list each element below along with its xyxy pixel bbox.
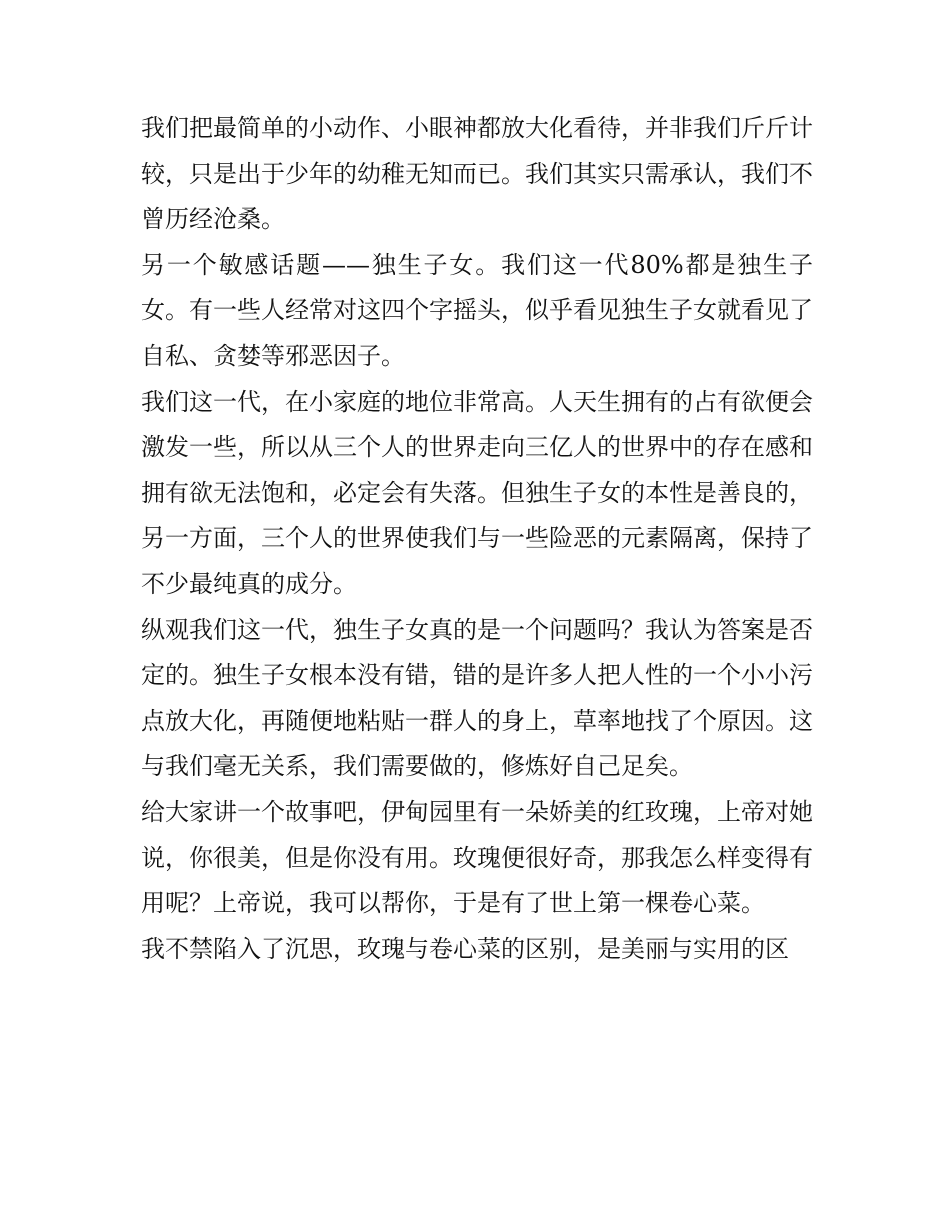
document-body (141, 106, 813, 972)
paragraph: 纵观我们这一代，独生子女真的是一个问题吗？我认为答案是否定的。独生子女根本没有错，错的是许多人把人性的一个小小污点放大化，再随便地粘贴一群人的身上，草率地找了个原因。这与我们毫无关系，我们需要做的，修炼好自己足矣。 (141, 615, 813, 781)
paragraph: 我不禁陷入了沉思，玫瑰与卷心菜的区别，是美丽与实用的区 (141, 934, 789, 963)
paragraph: 给大家讲一个故事吧，伊甸园里有一朵娇美的红玫瑰，上帝对她说，你很美，但是你没有用。玫瑰便很好奇，那我怎么样变得有用呢？上帝说，我可以帮你，于是有了世上第一棵卷心菜。 (141, 797, 813, 918)
paragraph: 我们把最简单的小动作、小眼神都放大化看待，并非我们斤斤计较，只是出于少年的幼稚无知而已。我们其实只需承认，我们不曾历经沧桑。 (141, 114, 813, 234)
paragraph: 我们这一代，在小家庭的地位非常高。人天生拥有的占有欲便会激发一些，所以从三个人的世界走向三亿人的世界中的存在感和拥有欲无法饱和，必定会有失落。但独生子女的本性是善良的，另一方面，三个人的世界使我们与一些险恶的元素隔离，保持了不少最纯真的成分。 (141, 387, 813, 598)
paragraph: 另一个敏感话题——独生子女。我们这一代80%都是独生子女。有一些人经常对这四个字摇头，似乎看见独生子女就看见了自私、贪婪等邪恶因子。 (141, 250, 813, 370)
